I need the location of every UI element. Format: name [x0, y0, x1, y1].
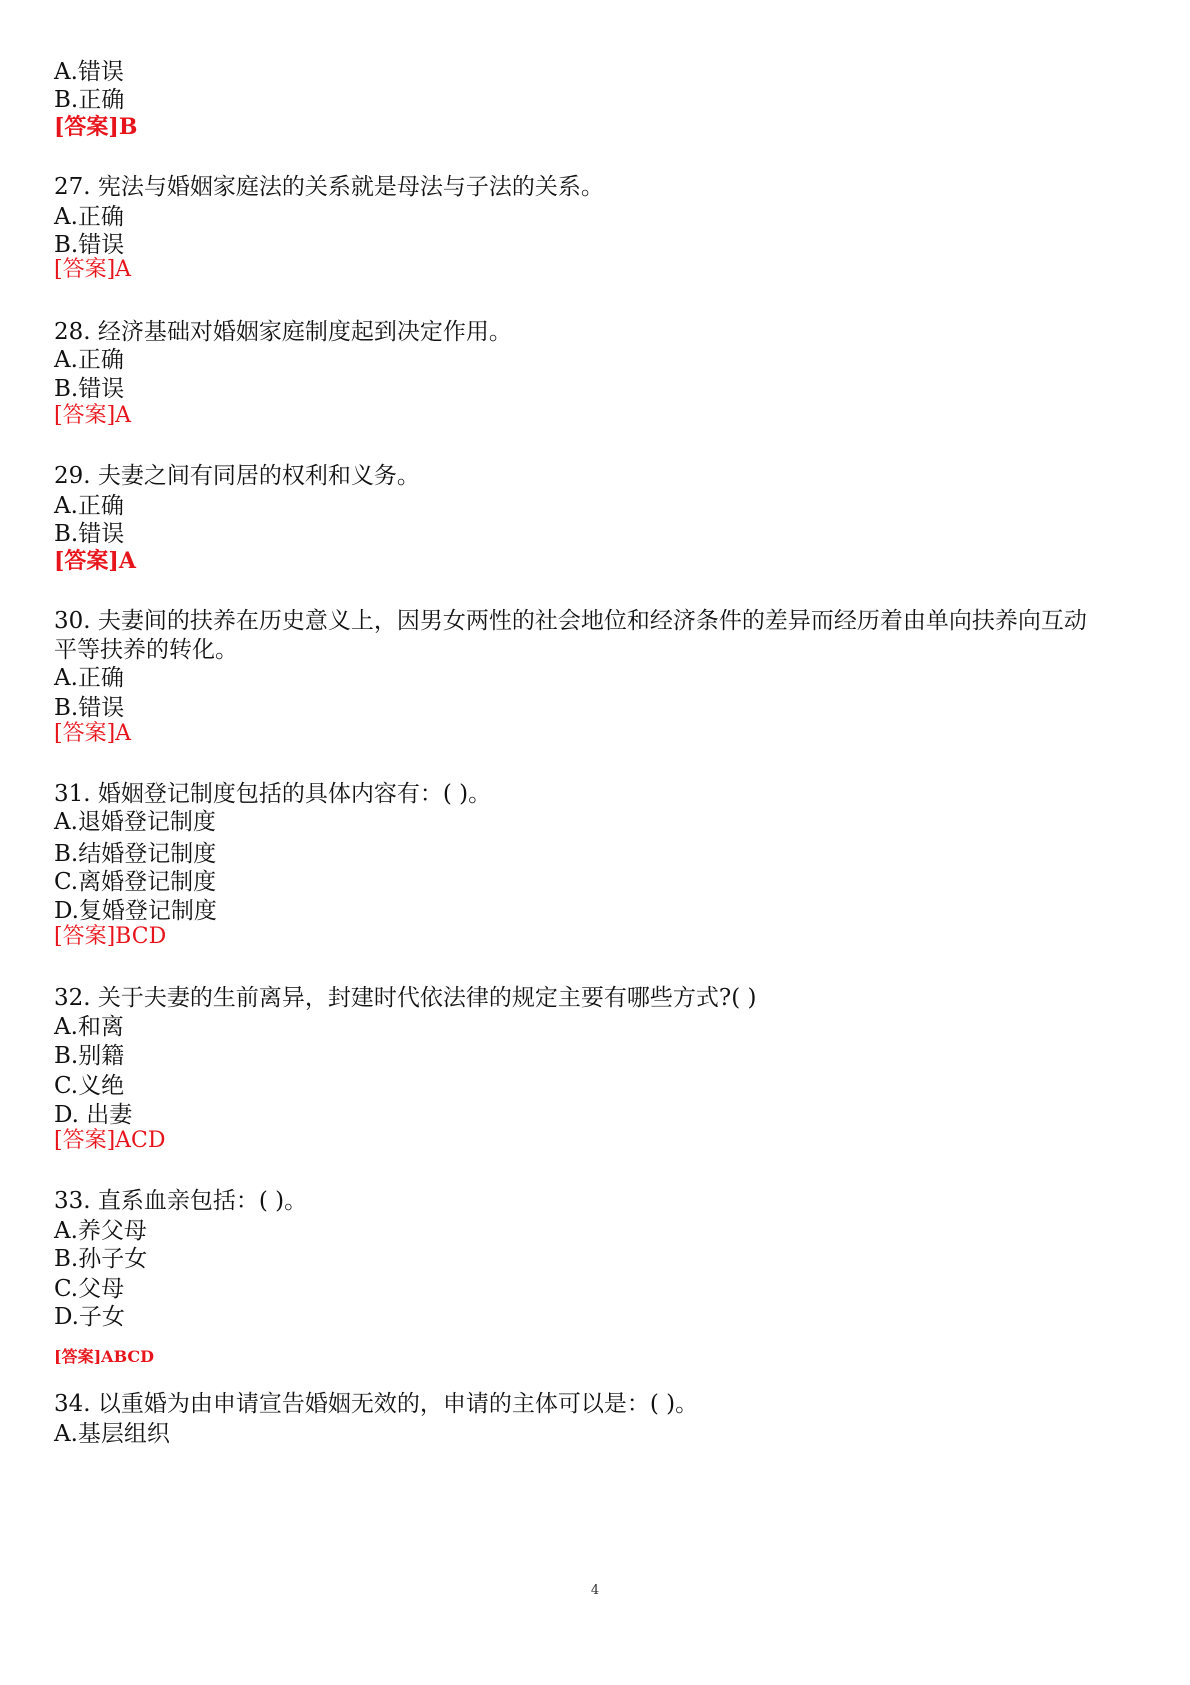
q26-option-a: A.错误 [54, 59, 124, 85]
q32-answer [54, 1127, 166, 1155]
q33-option-c: C.父母 [54, 1276, 125, 1302]
answer-value: A [115, 403, 132, 428]
q28-option-b: B.错误 [54, 376, 125, 402]
answer-tag: [答案] [54, 403, 116, 428]
q30-question-line-1: 30. 夫妻间的扶养在历史意义上，因男女两性的社会地位和经济条件的差异而经历着由单向扶养向互动 [54, 608, 1087, 634]
q33-option-d: D.子女 [54, 1304, 125, 1330]
q33-option-b: B.孙子女 [54, 1246, 148, 1272]
answer-value: B [118, 114, 138, 140]
answer-value: BCD [115, 924, 167, 949]
answer-tag: [答案] [54, 1128, 116, 1153]
q28-option-a: A.正确 [54, 347, 124, 373]
q32-option-d: D. 出妻 [54, 1102, 133, 1128]
answer-value: A [115, 257, 132, 282]
q31-option-b: B.结婚登记制度 [54, 841, 217, 867]
q29-option-a: A.正确 [54, 493, 124, 519]
q28-answer [54, 402, 131, 430]
answer-tag: [答案] [54, 924, 116, 949]
q30-option-b: B.错误 [54, 695, 125, 721]
q28-question: 28. 经济基础对婚姻家庭制度起到决定作用。 [54, 319, 512, 345]
answer-value: A [115, 721, 132, 746]
answer-tag: [答案] [54, 548, 119, 574]
q30-question-line-2: 平等扶养的转化。 [54, 637, 238, 663]
q32-option-c: C.义绝 [54, 1073, 125, 1099]
q30-answer [54, 720, 131, 748]
q33-answer [54, 1343, 154, 1371]
q26-option-b: B.正确 [54, 87, 125, 113]
answer-tag: [答案] [54, 114, 119, 140]
q33-question: 33. 直系血亲包括：( )。 [54, 1188, 308, 1214]
q27-option-a: A.正确 [54, 204, 124, 230]
q29-option-b: B.错误 [54, 521, 125, 547]
answer-tag: [答案] [54, 1347, 102, 1366]
q29-question: 29. 夫妻之间有同居的权利和义务。 [54, 463, 420, 489]
page-number: 4 [590, 1583, 600, 1598]
answer-tag: [答案] [54, 721, 116, 746]
q33-option-a: A.养父母 [54, 1218, 147, 1244]
q27-answer [54, 256, 131, 284]
answer-value: ABCD [101, 1347, 154, 1366]
q34-question: 34. 以重婚为由申请宣告婚姻无效的，申请的主体可以是：( )。 [54, 1391, 699, 1417]
q34-option-a: A.基层组织 [54, 1421, 170, 1447]
q31-answer [54, 923, 166, 951]
q29-answer [54, 547, 136, 576]
q31-option-d: D.复婚登记制度 [54, 898, 217, 924]
q32-question: 32. 关于夫妻的生前离异，封建时代依法律的规定主要有哪些方式?( ) [54, 985, 757, 1011]
answer-value: ACD [115, 1128, 166, 1153]
q27-option-b: B.错误 [54, 232, 125, 258]
q31-option-a: A.退婚登记制度 [54, 809, 216, 835]
q26-answer [54, 113, 137, 142]
q30-option-a: A.正确 [54, 665, 124, 691]
q27-question: 27. 宪法与婚姻家庭法的关系就是母法与子法的关系。 [54, 174, 604, 200]
q31-question: 31. 婚姻登记制度包括的具体内容有：( )。 [54, 781, 492, 807]
q32-option-b: B.别籍 [54, 1043, 125, 1069]
q32-option-a: A.和离 [54, 1014, 124, 1040]
answer-value: A [118, 548, 136, 574]
q31-option-c: C.离婚登记制度 [54, 869, 217, 895]
answer-tag: [答案] [54, 257, 116, 282]
